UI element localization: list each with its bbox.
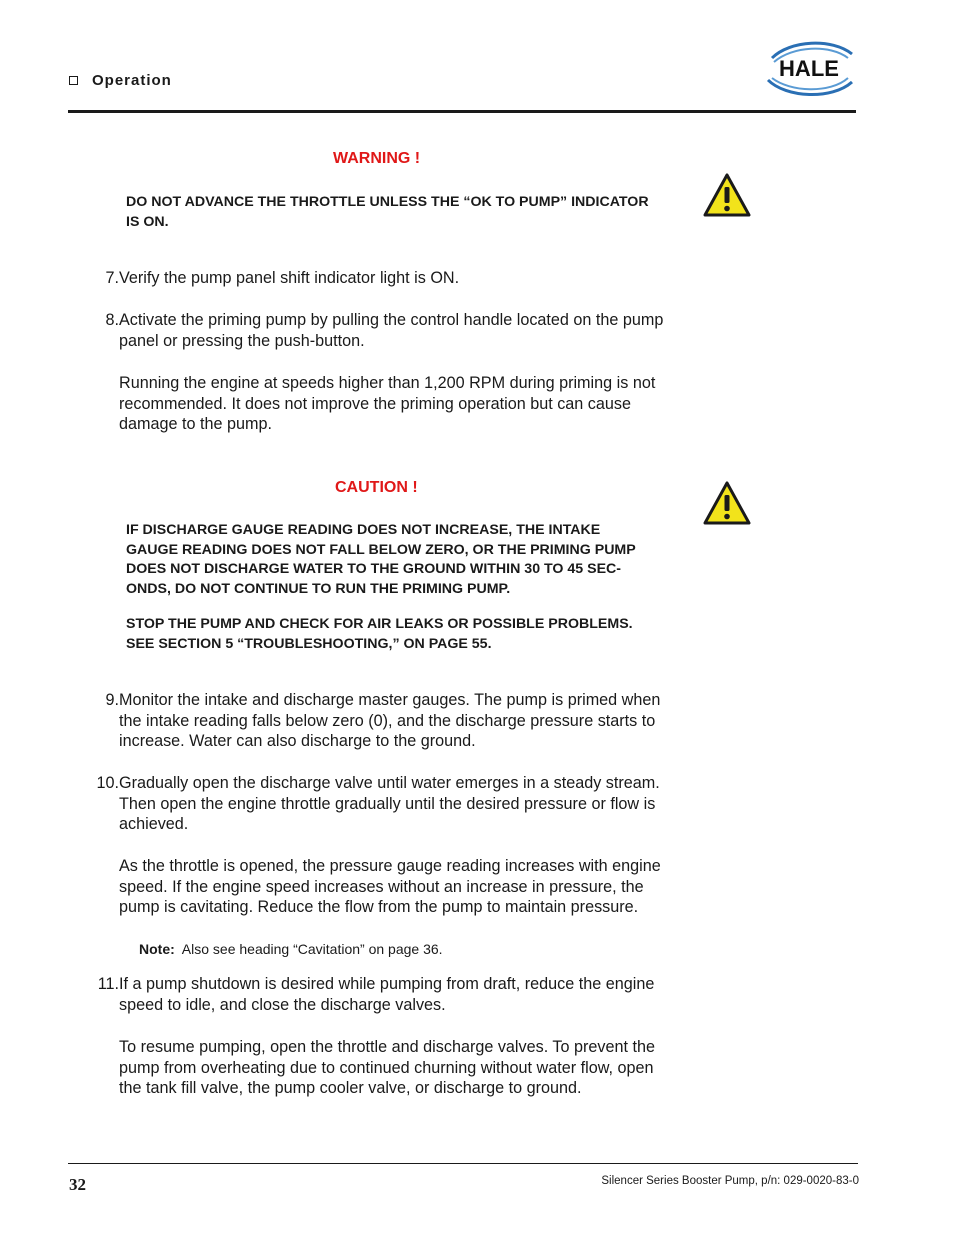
logo-text: HALE	[779, 56, 839, 81]
step-10-paragraph	[119, 856, 709, 918]
step-text-line: If a pump shutdown is desired while pumping from draft, reduce the engine	[119, 975, 655, 993]
caution-text-2	[126, 615, 706, 654]
checkbox-icon	[69, 76, 78, 85]
caution-line: ONDS, DO NOT CONTINUE TO RUN THE PRIMING PUMP.	[126, 580, 511, 597]
paragraph-line: recommended. It does not improve the priming operation but can cause	[119, 394, 631, 413]
note-label: Note:	[139, 941, 175, 957]
step-8-paragraph	[119, 373, 709, 435]
caution-line: IF DISCHARGE GAUGE READING DOES NOT INCREASE, THE INTAKE	[126, 522, 601, 538]
step-number: 8.	[105, 311, 119, 329]
step-text-line: achieved.	[119, 815, 189, 834]
step-text-line: speed to idle, and close the discharge valves.	[119, 995, 446, 1014]
paragraph-line: pump from overheating due to continued churning without water flow, open	[119, 1058, 654, 1077]
paragraph-line: As the throttle is opened, the pressure gauge reading increases with engine	[119, 857, 661, 875]
warning-title: WARNING !	[333, 150, 421, 167]
paragraph-line: the tank fill valve, the pump cooler valve, or discharge to ground.	[119, 1079, 582, 1098]
paragraph-line: To resume pumping, open the throttle and discharge valves. To prevent the	[119, 1038, 656, 1056]
warning-triangle-icon	[702, 172, 752, 218]
step-number: 9.	[105, 691, 119, 709]
step-text-line: Verify the pump panel shift indicator light is ON.	[119, 269, 460, 287]
step-8	[70, 310, 710, 351]
footer-rule	[68, 1163, 858, 1164]
step-text-line: Activate the priming pump by pulling the control handle located on the pump	[119, 311, 664, 329]
note-text: Also see heading “Cavitation” on page 36.	[181, 941, 443, 957]
step-number: 10.	[96, 774, 119, 792]
page-number: 32	[69, 1175, 86, 1194]
step-text-line: the intake reading falls below zero (0), and the discharge pressure starts to	[119, 711, 656, 730]
paragraph-line: speed. If the engine speed increases without an increase in pressure, the	[119, 877, 644, 896]
step-text-line: panel or pressing the push-button.	[119, 331, 365, 350]
footer-doc-title: Silencer Series Booster Pump, p/n: 029-0020-83-0	[601, 1175, 859, 1187]
step-11-paragraph	[119, 1037, 709, 1099]
warning-text	[126, 193, 706, 232]
step-text-line: Gradually open the discharge valve until water emerges in a steady stream.	[119, 774, 660, 792]
note	[139, 941, 443, 957]
caution-title: CAUTION !	[335, 479, 418, 496]
step-number: 7.	[105, 269, 119, 287]
step-7	[70, 268, 710, 289]
step-10	[70, 773, 710, 835]
step-text-line: increase. Water can also discharge to the ground.	[119, 732, 476, 751]
step-11	[70, 974, 710, 1015]
paragraph-line: damage to the pump.	[119, 415, 272, 434]
caution-line: SEE SECTION 5 “TROUBLESHOOTING,” ON PAGE 55.	[126, 635, 492, 652]
step-number: 11.	[97, 975, 119, 993]
caution-line: GAUGE READING DOES NOT FALL BELOW ZERO, OR THE PRIMING PUMP	[126, 541, 636, 558]
step-9	[70, 690, 710, 752]
caution-text-1	[126, 521, 706, 599]
step-text-line: Monitor the intake and discharge master gauges. The pump is primed when	[119, 691, 661, 709]
caution-triangle-icon	[702, 480, 752, 526]
step-text-line: Then open the engine throttle gradually until the desired pressure or flow is	[119, 794, 656, 813]
header-rule	[68, 110, 856, 113]
paragraph-line: Running the engine at speeds higher than 1,200 RPM during priming is not	[119, 374, 656, 392]
hale-logo	[760, 38, 858, 100]
warning-line-2: IS ON.	[126, 213, 169, 230]
paragraph-line: pump is cavitating. Reduce the flow from the pump to maintain pressure.	[119, 898, 639, 917]
section-label: Operation	[92, 72, 172, 89]
caution-line: STOP THE PUMP AND CHECK FOR AIR LEAKS OR POSSIBLE PROBLEMS.	[126, 616, 633, 632]
warning-line-1: DO NOT ADVANCE THE THROTTLE UNLESS THE “OK TO PUMP” INDICATOR	[126, 194, 649, 210]
caution-line: DOES NOT DISCHARGE WATER TO THE GROUND WITHIN 30 TO 45 SEC-	[126, 561, 622, 577]
section-header	[69, 72, 172, 89]
